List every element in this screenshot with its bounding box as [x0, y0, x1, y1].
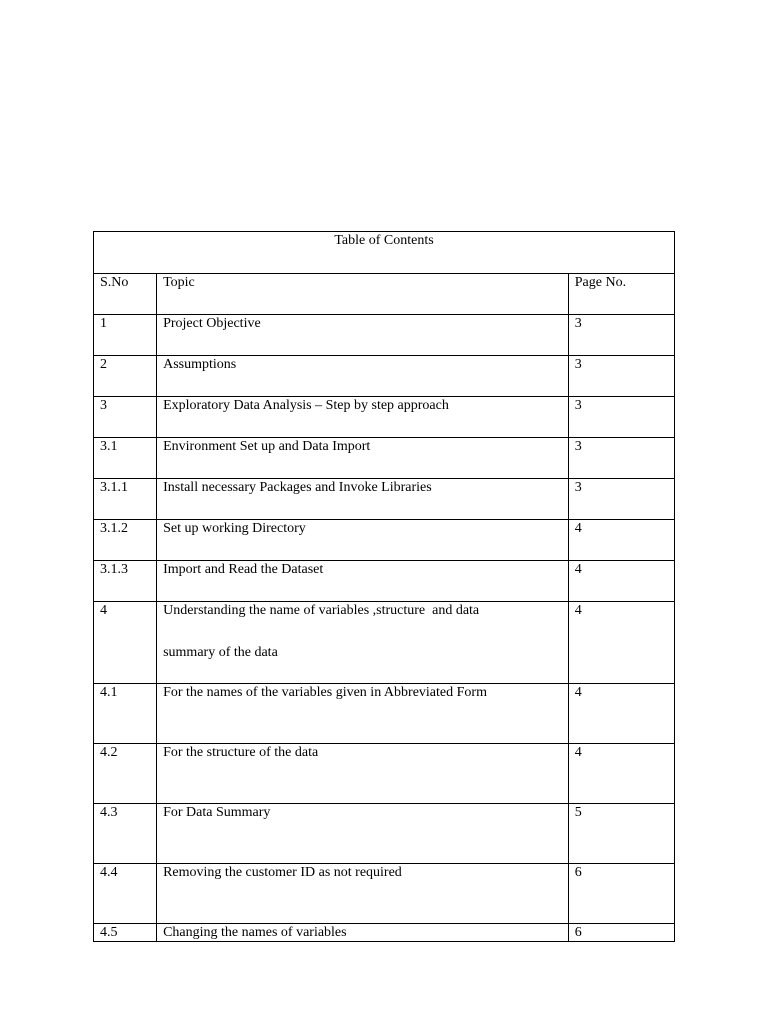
row-sno: 3.1.1: [94, 479, 157, 520]
row-topic: Assumptions: [157, 356, 569, 397]
table-of-contents: [93, 231, 675, 942]
row-page: 4: [568, 744, 674, 804]
table-row: [94, 397, 675, 438]
header-topic: Topic: [157, 274, 569, 315]
table-row: [94, 602, 675, 684]
table-row: [94, 684, 675, 744]
row-sno: 4.2: [94, 744, 157, 804]
table-row: [94, 520, 675, 561]
row-page: 5: [568, 804, 674, 864]
row-topic: Project Objective: [157, 315, 569, 356]
row-sno: 3.1: [94, 438, 157, 479]
row-page: 4: [568, 520, 674, 561]
row-topic: Import and Read the Dataset: [157, 561, 569, 602]
table-title: Table of Contents: [94, 232, 675, 274]
row-sno: 2: [94, 356, 157, 397]
row-topic-text: Understanding the name of variables ,structure and data summary of the data: [163, 603, 483, 660]
row-sno: 4.5: [94, 924, 157, 942]
row-page: 3: [568, 438, 674, 479]
row-sno: 4: [94, 602, 157, 684]
row-sno: 3.1.2: [94, 520, 157, 561]
table-row: [94, 315, 675, 356]
row-page: 3: [568, 479, 674, 520]
table-row: [94, 479, 675, 520]
table-row: [94, 744, 675, 804]
row-page: 4: [568, 561, 674, 602]
row-sno: 3.1.3: [94, 561, 157, 602]
table-row: [94, 438, 675, 479]
row-sno: 4.4: [94, 864, 157, 924]
table-row: [94, 864, 675, 924]
row-page: 4: [568, 602, 674, 684]
table-row: [94, 356, 675, 397]
row-topic: Environment Set up and Data Import: [157, 438, 569, 479]
row-topic: For the names of the variables given in Abbreviated Form: [157, 684, 569, 744]
row-sno: 4.3: [94, 804, 157, 864]
row-page: 6: [568, 864, 674, 924]
table-row: [94, 804, 675, 864]
row-sno: 3: [94, 397, 157, 438]
header-sno: S.No: [94, 274, 157, 315]
table-row: [94, 561, 675, 602]
row-topic: [157, 602, 569, 684]
row-topic: Install necessary Packages and Invoke Libraries: [157, 479, 569, 520]
row-page: 6: [568, 924, 674, 942]
table-row: [94, 924, 675, 942]
row-topic: For the structure of the data: [157, 744, 569, 804]
row-topic: Changing the names of variables: [157, 924, 569, 942]
header-page-no: Page No.: [568, 274, 674, 315]
row-page: 3: [568, 397, 674, 438]
row-page: 3: [568, 315, 674, 356]
row-topic: Exploratory Data Analysis – Step by step approach: [157, 397, 569, 438]
row-page: 3: [568, 356, 674, 397]
row-topic: For Data Summary: [157, 804, 569, 864]
row-topic: Set up working Directory: [157, 520, 569, 561]
row-page: 4: [568, 684, 674, 744]
row-sno: 4.1: [94, 684, 157, 744]
row-topic: Removing the customer ID as not required: [157, 864, 569, 924]
table-header-row: [94, 274, 675, 315]
row-sno: 1: [94, 315, 157, 356]
